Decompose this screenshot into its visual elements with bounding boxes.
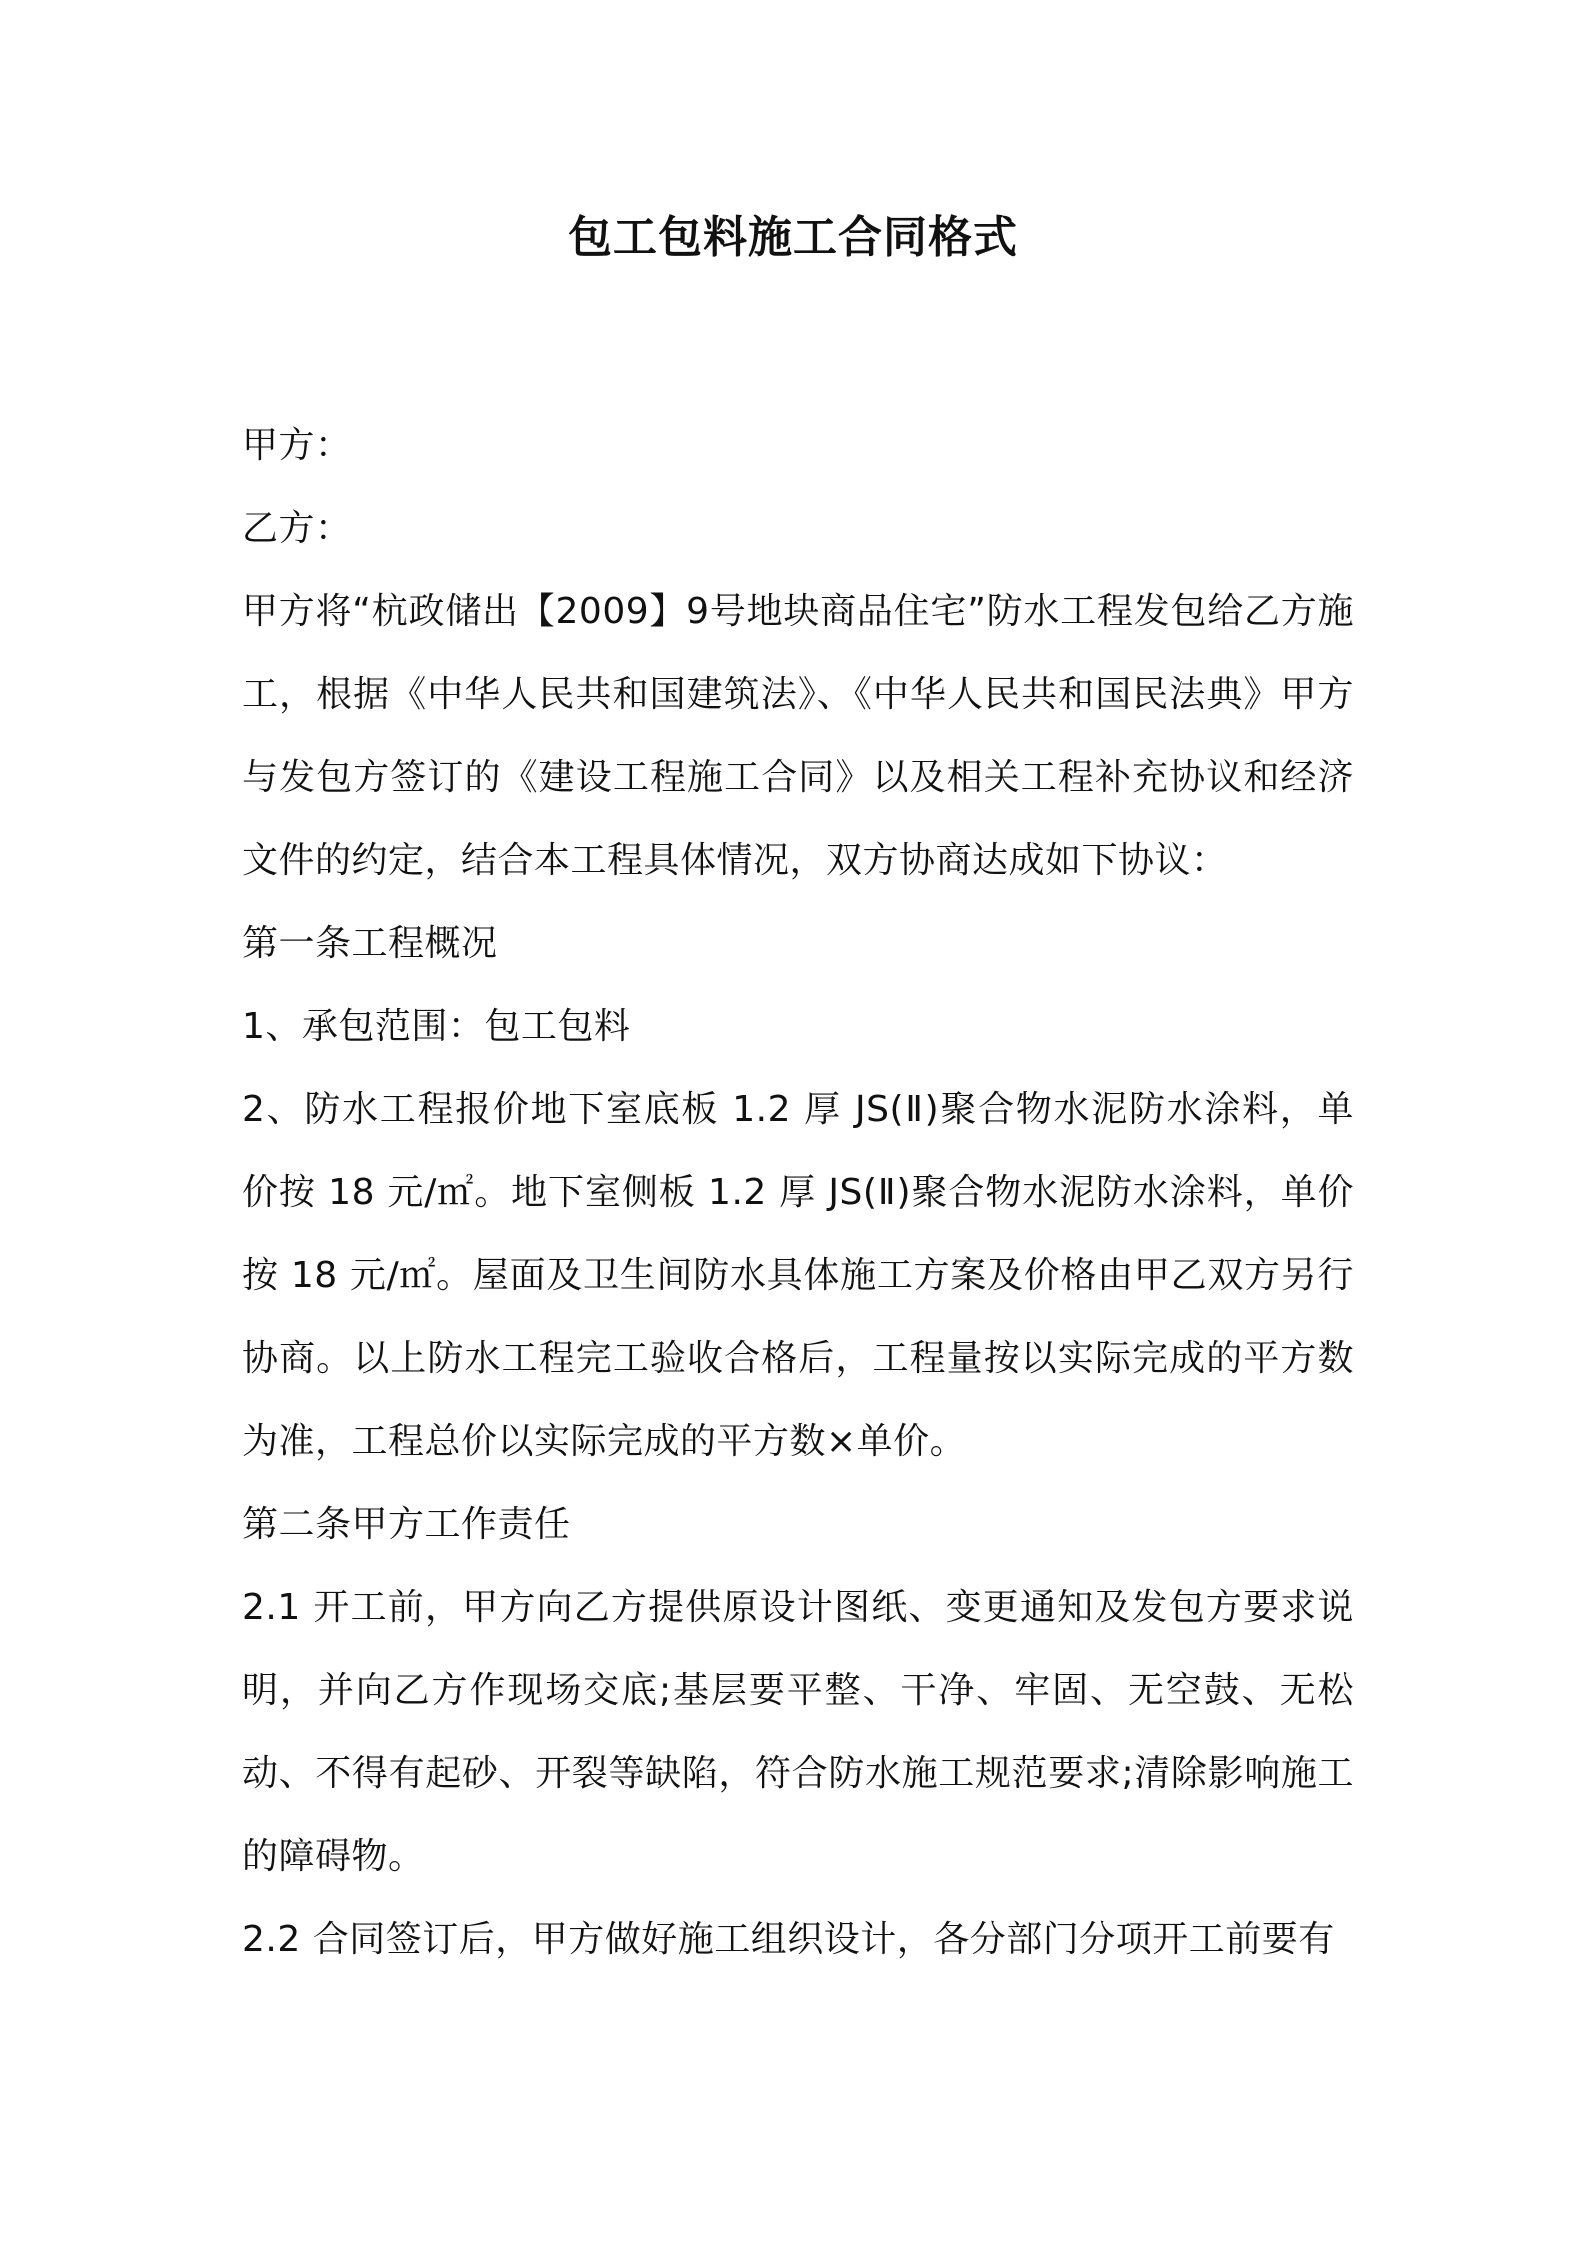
preamble-paragraph: 甲方将“杭政储出【2009】9号地块商品住宅”防水工程发包给乙方施工，根据《中华人民共和国建筑法》、《中华人民共和国民法典》甲方与发包方签订的《建设工程施工合同》以及相关工程补充协议和经济文件的约定，结合本工程具体情况，双方协商达成如下协议： [242,591,1354,881]
party-b-line: 乙方： [242,508,352,549]
article-1-heading: 第一条工程概况 [242,923,498,964]
article-2-heading: 第二条甲方工作责任 [242,1504,571,1545]
article-1-item-2: 2、防水工程报价地下室底板 1.2 厚 JS(Ⅱ)聚合物水泥防水涂料，单价按 18 元/㎡。地下室侧板 1.2 厚 JS(Ⅱ)聚合物水泥防水涂料，单价按 18 元/㎡。屋面及卫生间防水具体施工方案及价格由甲乙双方另行协商。以上防水工程完工验收合格后，工程量按以实际完成的平方数为准，工程总价以实际完成的平方数×单价。 [242,1089,1354,1462]
party-a-line: 甲方： [242,425,352,466]
document-title: 包工包料施工合同格式 [568,212,1018,263]
document-body [242,404,1354,1981]
clause-2-1: 2.1 开工前，甲方向乙方提供原设计图纸、变更通知及发包方要求说明，并向乙方作现场交底;基层要平整、干净、牢固、无空鼓、无松动、不得有起砂、开裂等缺陷，符合防水施工规范要求;清除影响施工的障碍物。 [242,1587,1354,1877]
clause-2-2: 2.2 合同签订后，甲方做好施工组织设计，各分部门分项开工前要有 [242,1919,1335,1960]
article-1-item-1: 1、承包范围：包工包料 [242,1006,631,1047]
